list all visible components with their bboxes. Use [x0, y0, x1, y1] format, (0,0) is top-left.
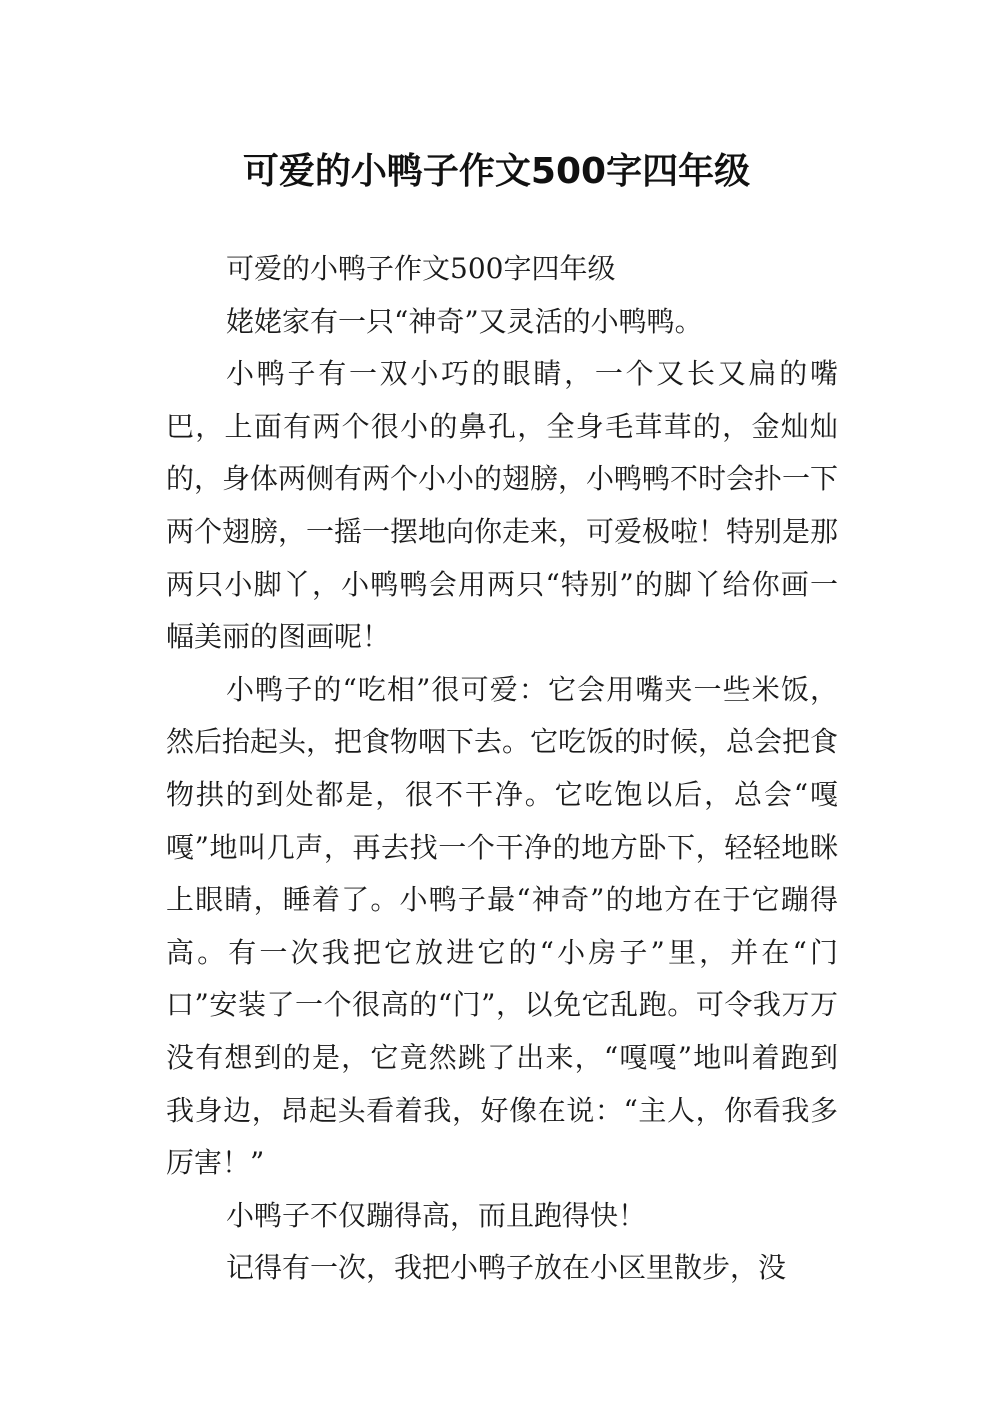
paragraph-1: 可爱的小鸭子作文500字四年级: [226, 252, 616, 285]
paragraph-2: 姥姥家有一只“神奇”又灵活的小鸭鸭。: [226, 304, 703, 338]
paragraph-5: 小鸭子不仅蹦得高，而且跑得快！: [226, 1198, 647, 1232]
paragraph-6: 记得有一次，我把小鸭子放在小区里散步，没: [226, 1251, 787, 1285]
paragraph-3: 小鸭子有一双小巧的眼睛，一个又长又扁的嘴巴，上面有两个很小的鼻孔，全身毛茸茸的，金灿灿的，身体两侧有两个小小的翅膀，小鸭鸭不时会扑一下两个翅膀，一摇一摆地向你走来，可爱极啦！特别是那两只小脚丫，小鸭鸭会用两只“特别”的脚丫给你画一幅美丽的图画呢！: [166, 357, 839, 654]
document-body: [166, 243, 838, 1295]
paragraph-4: 小鸭子的“吃相”很可爱：它会用嘴夹一些米饭，然后抬起头，把食物咽下去。它吃饭的时候，总会把食物拱的到处都是，很不干净。它吃饱以后，总会“嘎嘎”地叫几声，再去找一个干净的地方卧下，轻轻地眯上眼睛，睡着了。小鸭子最“神奇”的地方在于它蹦得高。有一次我把它放进它的“小房子”里，并在“门口”安装了一个很高的“门”，以免它乱跑。可令我万万没有想到的是，它竟然跳了出来，“嘎嘎”地叫着跑到我身边，昂起头看着我，好像在说：“主人，你看我多厉害！”: [166, 672, 839, 1180]
document-title: 可爱的小鸭子作文500字四年级: [242, 151, 751, 193]
